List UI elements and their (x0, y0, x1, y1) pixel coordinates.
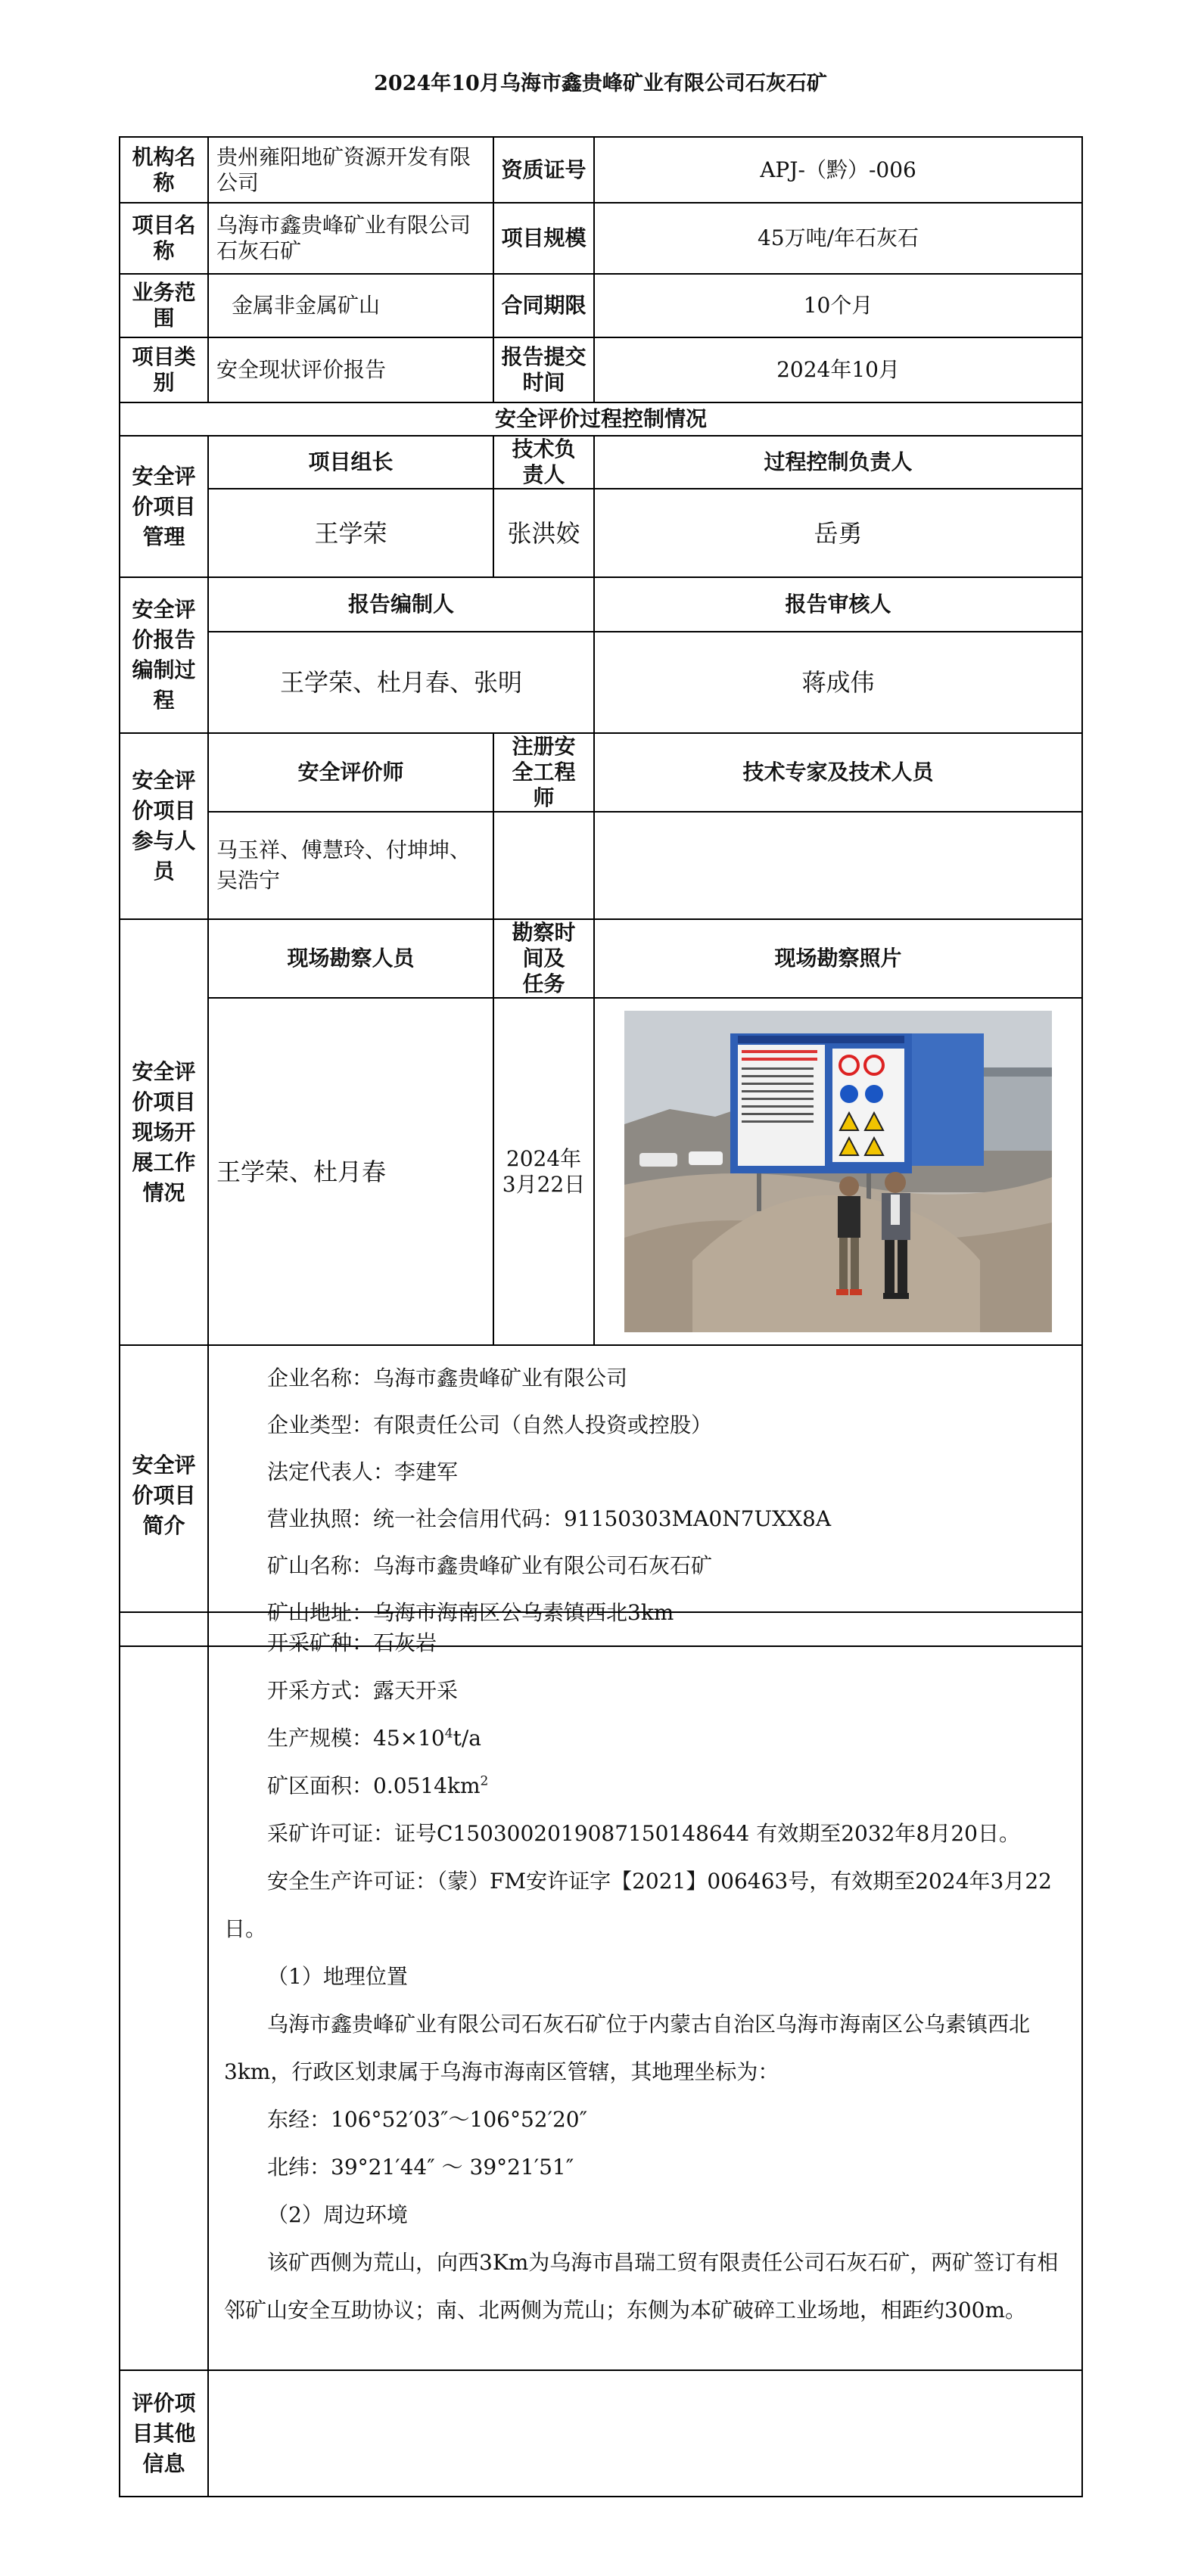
site-photo-image (624, 1011, 1052, 1332)
business-value: 金属非金属矿山 (208, 274, 493, 337)
site-header-photo: 现场勘察照片 (594, 919, 1082, 998)
participants-evaluators: 马玉祥、傅慧玲、付坤坤、吴浩宁 (208, 812, 493, 919)
compilation-reviewer: 蒋成伟 (594, 632, 1082, 733)
category-value: 安全现状评价报告 (208, 337, 493, 402)
summary-continued (208, 1612, 1082, 2370)
document-title: 2024年10月乌海市鑫贵峰矿业有限公司石灰石矿 (374, 72, 827, 95)
project-value: 乌海市鑫贵峰矿业有限公司石灰石矿 (208, 203, 493, 274)
section-title: 安全评价过程控制情况 (120, 402, 1082, 436)
cert-label: 资质证号 (493, 137, 594, 203)
compilation-label: 安全评价报告编制过程 (120, 577, 208, 733)
management-control: 岳勇 (594, 489, 1082, 577)
site-photo (624, 1011, 1052, 1332)
evaluation-info-table (119, 136, 1083, 1647)
summary-geo-heading: （1）地理位置 (267, 1964, 408, 1989)
management-tech: 张洪姣 (493, 489, 594, 577)
summary-env-text: 该矿西侧为荒山，向西3Km为乌海市昌瑞工贸有限责任公司石灰石矿，两矿签订有相邻矿山安全互助协议；南、北两侧为荒山；东侧为本矿破碎工业场地，相距约300m。 (224, 2250, 1059, 2323)
category-label: 项目类别 (120, 337, 208, 402)
evaluation-info-table-continued (119, 1611, 1083, 2497)
summary-mineral: 开采矿种：石灰岩 (267, 1630, 437, 1655)
summary-mine-name: 矿山名称：乌海市鑫贵峰矿业有限公司石灰石矿 (267, 1553, 713, 1578)
summary-longitude: 东经：106°52′03″～106°52′20″ (267, 2107, 588, 2132)
management-header-control: 过程控制负责人 (594, 436, 1082, 489)
site-staff: 王学荣、杜月春 (208, 998, 493, 1345)
site-header-time: 勘察时间及 任务 (493, 919, 594, 998)
participants-header-experts: 技术专家及技术人员 (594, 733, 1082, 812)
term-value: 10个月 (594, 274, 1082, 337)
summary-company-type: 企业类型：有限责任公司（自然人投资或控股） (267, 1412, 713, 1437)
participants-header-evaluator: 安全评价师 (208, 733, 493, 812)
continued-label-empty (120, 1612, 208, 2370)
scale-label: 项目规模 (493, 203, 594, 274)
summary-area: 矿区面积：$0.0514km^2$ (267, 1773, 489, 1798)
summary-geo-text: 乌海市鑫贵峰矿业有限公司石灰石矿位于内蒙古自治区乌海市海南区公乌素镇西北3km，行政区划隶属于乌海市海南区管辖，其地理坐标为： (224, 2012, 1031, 2084)
compilation-header-reviewer: 报告审核人 (594, 577, 1082, 632)
summary-safety-license: 安全生产许可证：（蒙）FM安许证字【2021】006463号，有效期至2024年3月22日。 (224, 1869, 1052, 1941)
summary-legal-rep: 法定代表人：李建军 (267, 1459, 459, 1484)
management-leader: 王学荣 (208, 489, 493, 577)
participants-label: 安全评价项目参与人员 (120, 733, 208, 919)
term-label: 合同期限 (493, 274, 594, 337)
site-label: 安全评价项目现场开展工作情况 (120, 919, 208, 1345)
site-date: 2024年3月22日 (493, 998, 594, 1345)
summary-label: 安全评价项目简介 (120, 1345, 208, 1646)
summary-content (208, 1345, 1082, 1646)
org-value: 贵州雍阳地矿资源开发有限公司 (208, 137, 493, 203)
site-header-staff: 现场勘察人员 (208, 919, 493, 998)
org-label: 机构名称 (120, 137, 208, 203)
compilation-header-writers: 报告编制人 (208, 577, 594, 632)
compilation-writers: 王学荣、杜月春、张明 (208, 632, 594, 733)
summary-mining-license: 采矿许可证：证号C1503002019087150148644 有效期至2032年8月20日。 (267, 1821, 1020, 1846)
management-header-leader: 项目组长 (208, 436, 493, 489)
other-label: 评价项目其他信息 (120, 2370, 208, 2497)
project-label: 项目名称 (120, 203, 208, 274)
management-label: 安全评价项目管理 (120, 436, 208, 577)
summary-env-heading: （2）周边环境 (267, 2202, 408, 2227)
participants-engineers (493, 812, 594, 919)
other-value (208, 2370, 1082, 2497)
business-label: 业务范围 (120, 274, 208, 337)
summary-company-name: 企业名称：乌海市鑫贵峰矿业有限公司 (267, 1366, 628, 1391)
site-photo-cell (594, 998, 1082, 1345)
summary-scale: 生产规模：$45\times 10^4t/a$ (267, 1726, 481, 1751)
summary-latitude: 北纬：39°21′44″ ～ 39°21′51″ (267, 2155, 574, 2180)
summary-license: 营业执照：统一社会信用代码：91150303MA0N7UXX8A (267, 1506, 832, 1531)
summary-method: 开采方式：露天开采 (267, 1678, 459, 1703)
scale-value: 45万吨/年石灰石 (594, 203, 1082, 274)
management-header-tech: 技术负责人 (493, 436, 594, 489)
participants-header-engineer: 注册安全工程师 (493, 733, 594, 812)
summary-mine-address: 矿山地址：乌海市海南区公乌素镇西北3km (267, 1600, 674, 1625)
submit-value: 2024年10月 (594, 337, 1082, 402)
submit-label: 报告提交时间 (493, 337, 594, 402)
participants-experts (594, 812, 1082, 919)
cert-value: APJ-（黔）-006 (594, 137, 1082, 203)
